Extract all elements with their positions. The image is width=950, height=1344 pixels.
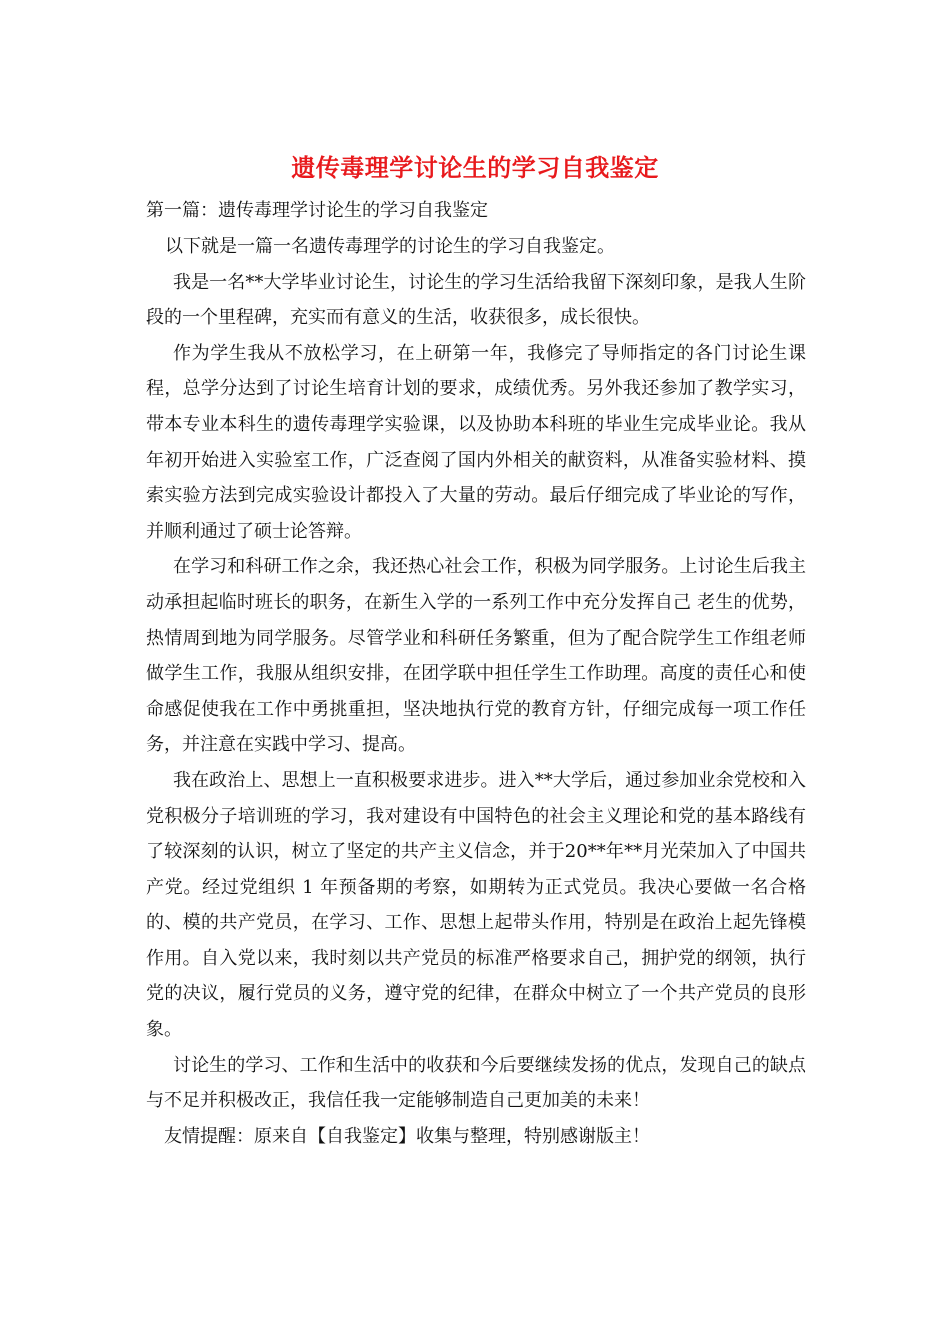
document-title: 遗传毒理学讨论生的学习自我鉴定 (291, 153, 659, 182)
paragraph-5: 讨论生的学习、工作和生活中的收获和今后要继续发扬的优点，发现自己的缺点与不足并积极改正，我信任我一定能够制造自己更加美的未来！ (146, 1054, 806, 1112)
paragraph-1: 我是一名**大学毕业讨论生，讨论生的学习生活给我留下深刻印象，是我人生阶段的一个里程碑，充实而有意义的生活，收获很多，成长很快。 (146, 271, 806, 329)
paragraph-3: 在学习和科研工作之余，我还热心社会工作，积极为同学服务。上讨论生后我主动承担起临时班长的职务，在新生入学的一系列工作中充分发挥自己 老生的优势，热情周到地为同学服务。尽管学业和科研任务繁重，但为了配合院学生工作组老师做学生工作，我服从组织安排，在团学联中担任学生工作助理。高度的责任心和使命感促使我在工作中勇挑重担，坚决地执行党的教育方针，仔细完成每一项工作任务，并注意在实践中学习、提高。 (146, 556, 806, 756)
paragraph-4: 我在政治上、思想上一直积极要求进步。进入**大学后，通过参加业余党校和入党积极分子培训班的学习，我对建设有中国特色的社会主义理论和党的基本路线有了较深刻的认识，树立了坚定的共产主义信念，并于20**年**月光荣加入了中国共产党。经过党组织 1 年预备期的考察，如期转为正式党员。我决心要做一名合格的、模的共产党员，在学习、工作、思想上起带头作用，特别是在政治上起先锋模作用。自入党以来，我时刻以共产党员的标准严格要求自己，拥护党的纲领，执行党的决议，履行党员的义务，遵守党的纪律，在群众中树立了一个共产党员的良形象。 (146, 769, 806, 1041)
intro-paragraph: 以下就是一篇一名遗传毒理学的讨论生的学习自我鉴定。 (165, 236, 615, 257)
paragraph-2: 作为学生我从不放松学习，在上研第一年，我修完了导师指定的各门讨论生课程，总学分达到了讨论生培育计划的要求，成绩优秀。另外我还参加了教学实习，带本专业本科生的遗传毒理学实验课，以及协助本科班的毕业生完成毕业论。我从年初开始进入实验室工作，广泛查阅了国内外相关的献资料，从准备实验材料、摸索实验方法到完成实验设计都投入了大量的劳动。最后仔细完成了毕业论的写作，并顺利通过了硕士论答辩。 (146, 342, 806, 542)
document-body (146, 229, 806, 1154)
document-subtitle: 第一篇：遗传毒理学讨论生的学习自我鉴定 (146, 200, 488, 221)
footer-note: 友情提醒：原来自【自我鉴定】收集与整理，特别感谢版主！ (164, 1125, 650, 1147)
